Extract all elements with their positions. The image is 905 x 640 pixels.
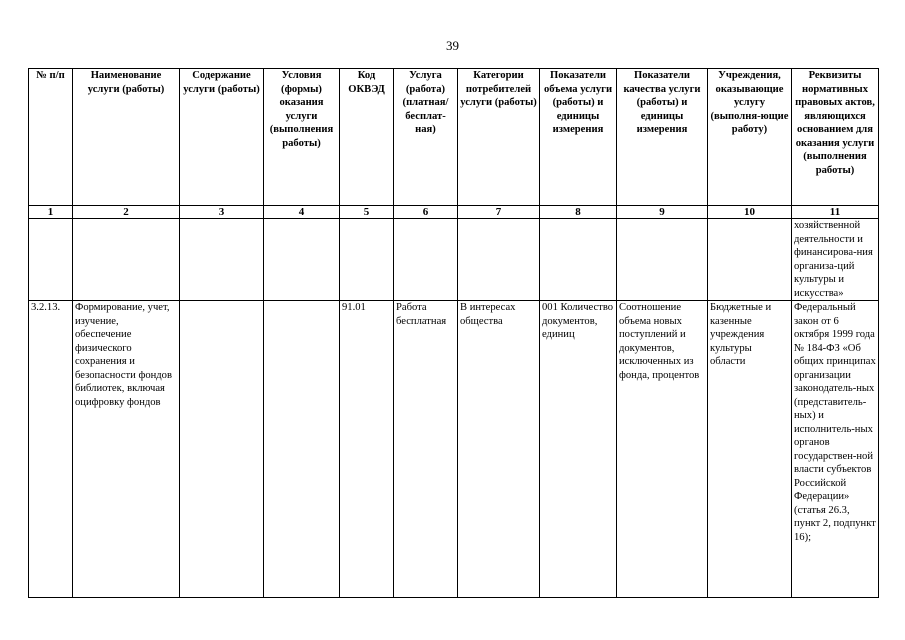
column-number-row <box>29 206 879 219</box>
header-cell-conditions: Условия (формы) оказания услуги (выполнения работы) <box>264 69 340 206</box>
cell-institutions <box>708 219 792 301</box>
cell-conditions <box>264 219 340 301</box>
header-cell-paid: Услуга (работа) (платная/ бесплат-ная) <box>394 69 458 206</box>
table-row <box>29 219 879 301</box>
header-cell-legal-acts: Реквизиты нормативных правовых актов, являющихся основанием для оказания услуги (выполнения работы) <box>792 69 879 206</box>
page-number: 39 <box>446 38 459 53</box>
cell-volume <box>540 219 617 301</box>
column-number: 4 <box>264 206 340 219</box>
cell-okved: 91.01 <box>340 301 394 598</box>
header-cell-institutions: Учреждения, оказывающие услугу (выполня-ющие работу) <box>708 69 792 206</box>
header-cell-name: Наименование услуги (работы) <box>73 69 180 206</box>
header-cell-content: Содержание услуги (работы) <box>180 69 264 206</box>
services-table <box>28 68 879 598</box>
header-cell-volume: Показатели объема услуги (работы) и единицы измерения <box>540 69 617 206</box>
cell-legal-acts: Федеральный закон от 6 октября 1999 года № 184-ФЗ «Об общих принципах организации законодатель-ных (представитель-ных) и исполнитель-ных органов государствен-ной власти субъектов Российской Федерации» (статья 26.3, пункт 2, подпункт 16); <box>792 301 879 598</box>
cell-content <box>180 301 264 598</box>
cell-quality <box>617 219 708 301</box>
cell-okved <box>340 219 394 301</box>
header-cell-num: № п/п <box>29 69 73 206</box>
table-row <box>29 301 879 598</box>
cell-paid: Работа бесплатная <box>394 301 458 598</box>
column-number: 2 <box>73 206 180 219</box>
header-cell-okved: Код ОКВЭД <box>340 69 394 206</box>
column-number: 8 <box>540 206 617 219</box>
cell-num: 3.2.13. <box>29 301 73 598</box>
column-number: 1 <box>29 206 73 219</box>
cell-name <box>73 219 180 301</box>
header-cell-quality: Показатели качества услуги (работы) и единицы измерения <box>617 69 708 206</box>
cell-legal-acts: хозяйственной деятельности и финансирова-ния организа-ций культуры и искусства» <box>792 219 879 301</box>
cell-institutions: Бюджетные и казенные учреждения культуры области <box>708 301 792 598</box>
column-number: 5 <box>340 206 394 219</box>
column-number: 11 <box>792 206 879 219</box>
column-number: 9 <box>617 206 708 219</box>
cell-quality: Соотношение объема новых поступлений и документов, исключенных из фонда, процентов <box>617 301 708 598</box>
cell-name: Формирование, учет, изучение, обеспечение физического сохранения и безопасности фондов библиотек, включая оцифровку фондов <box>73 301 180 598</box>
cell-paid <box>394 219 458 301</box>
column-number: 7 <box>458 206 540 219</box>
table-header-row <box>29 69 879 206</box>
column-number: 6 <box>394 206 458 219</box>
cell-content <box>180 219 264 301</box>
cell-volume: 001 Количество документов, единиц <box>540 301 617 598</box>
column-number: 10 <box>708 206 792 219</box>
cell-consumers <box>458 219 540 301</box>
cell-consumers: В интересах общества <box>458 301 540 598</box>
column-number: 3 <box>180 206 264 219</box>
cell-num <box>29 219 73 301</box>
header-cell-consumers: Категории потребителей услуги (работы) <box>458 69 540 206</box>
cell-conditions <box>264 301 340 598</box>
